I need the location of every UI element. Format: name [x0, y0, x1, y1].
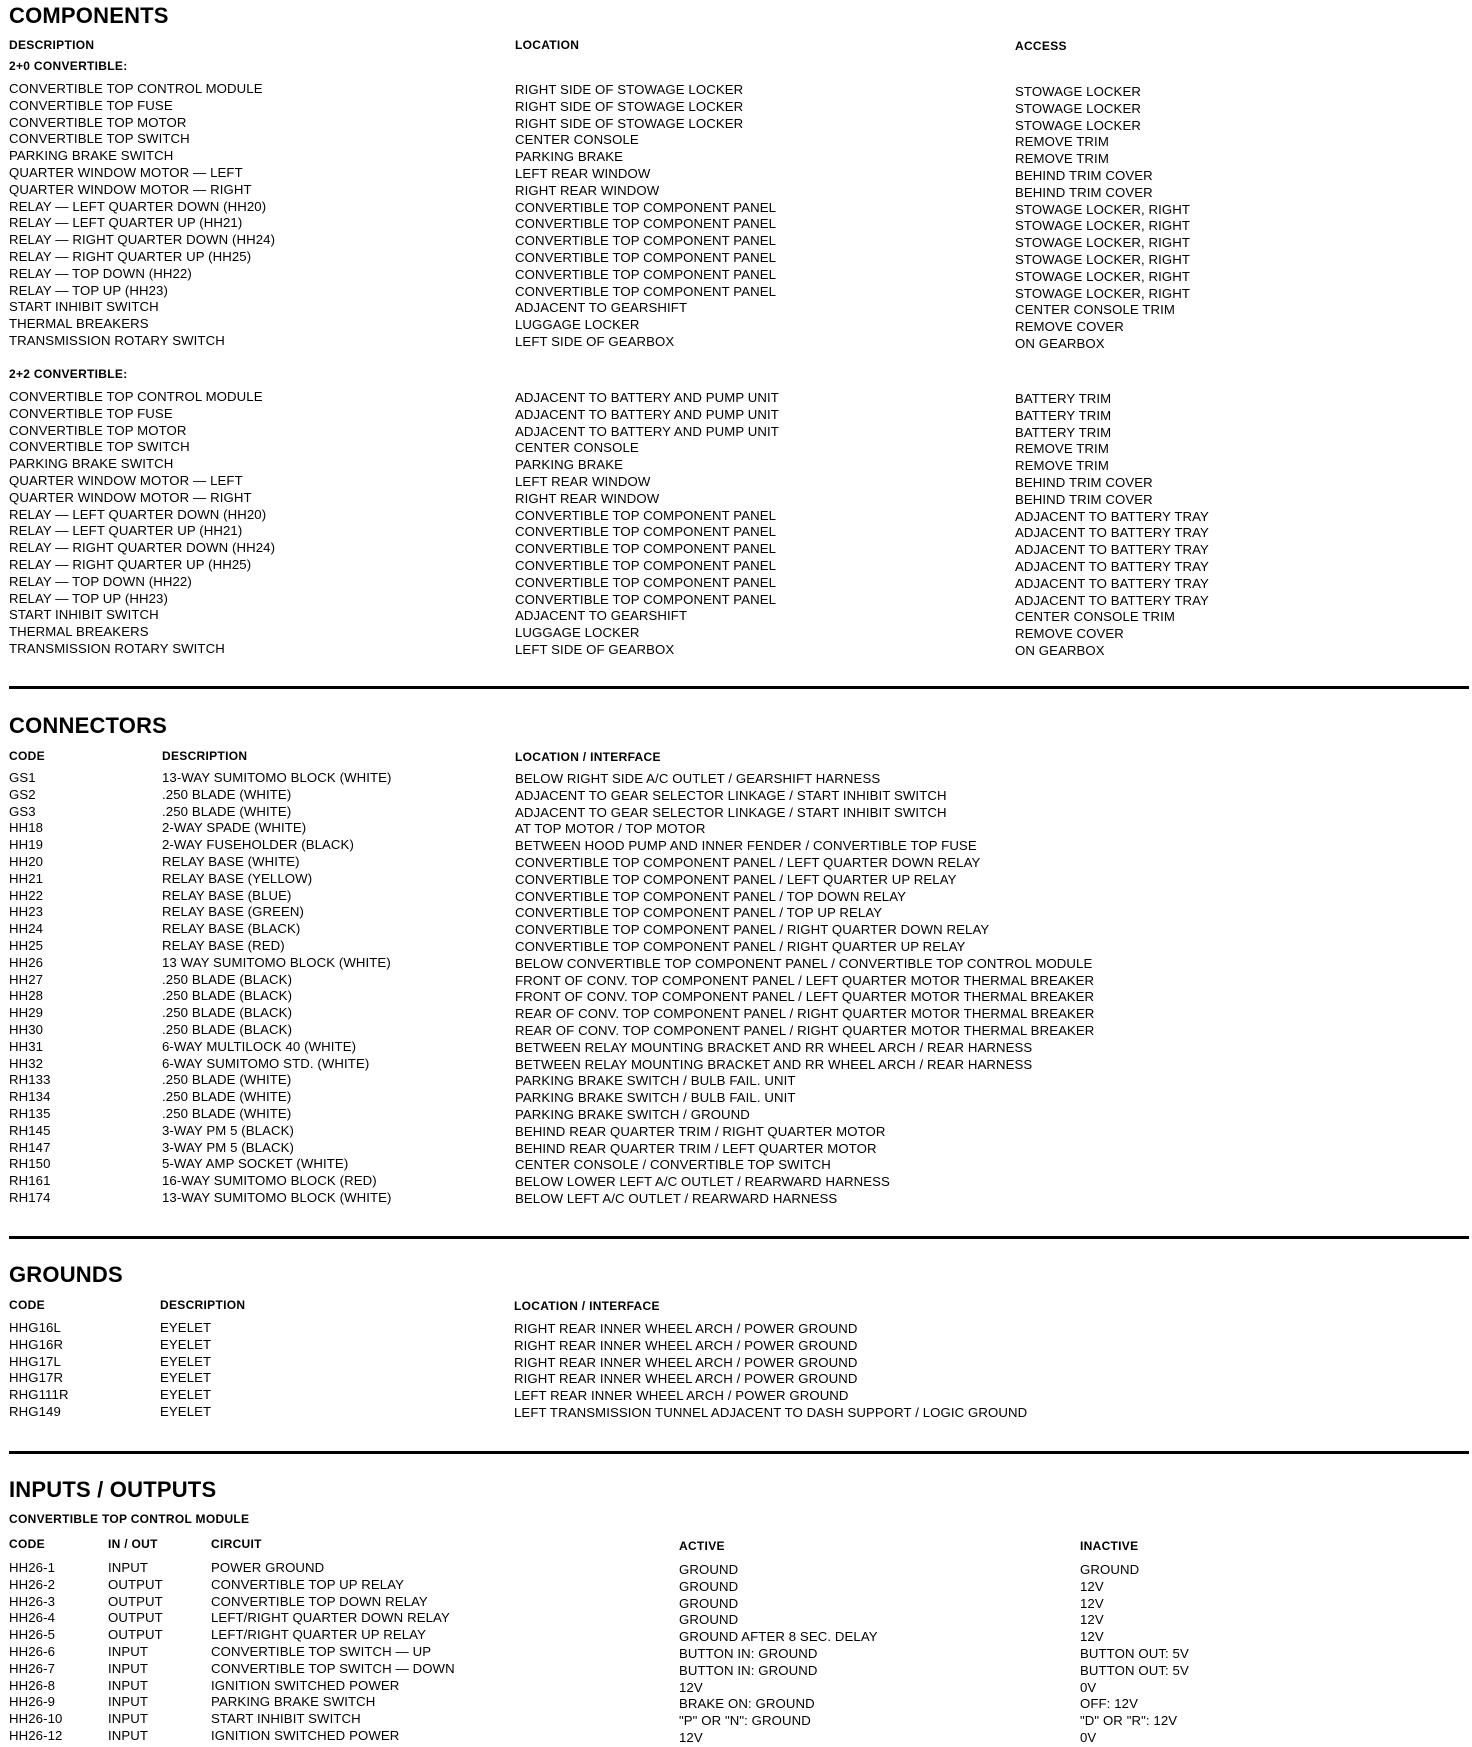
table-cell: LEFT REAR WINDOW [515, 165, 651, 181]
table-cell: STOWAGE LOCKER, RIGHT [1015, 251, 1191, 267]
table-cell: STOWAGE LOCKER [1015, 100, 1141, 116]
table-cell: START INHIBIT SWITCH [9, 607, 159, 623]
io-inactive-col [1080, 1562, 1189, 1747]
table-cell: STOWAGE LOCKER, RIGHT [1015, 268, 1191, 284]
table-cell: REAR OF CONV. TOP COMPONENT PANEL / RIGHT QUARTER MOTOR THERMAL BREAKER [515, 1006, 1095, 1022]
table-cell: THERMAL BREAKERS [9, 624, 149, 640]
table-cell: REMOVE COVER [1015, 626, 1124, 642]
table-cell: LEFT SIDE OF GEARBOX [515, 641, 675, 657]
table-cell: ON GEARBOX [1015, 642, 1105, 658]
components-title: COMPONENTS [9, 3, 169, 28]
table-cell: HHG16R [9, 1336, 64, 1352]
table-cell: RH174 [9, 1189, 51, 1205]
table-cell: GROUND [679, 1612, 739, 1628]
table-cell: PARKING BRAKE SWITCH / BULB FAIL. UNIT [515, 1090, 796, 1106]
table-cell: 2-WAY SPADE (WHITE) [162, 820, 307, 836]
table-cell: RIGHT REAR INNER WHEEL ARCH / POWER GROUND [514, 1354, 858, 1370]
components-2plus2-description-col [9, 389, 275, 658]
connectors-header-description: DESCRIPTION [162, 749, 248, 763]
io-title: INPUTS / OUTPUTS [9, 1477, 217, 1502]
table-cell: RH133 [9, 1072, 51, 1088]
components-header-location: LOCATION [515, 38, 580, 52]
table-cell: GS2 [9, 786, 36, 802]
table-cell: CONVERTIBLE TOP COMPONENT PANEL [515, 233, 777, 249]
table-cell: HH29 [9, 1005, 44, 1021]
table-cell: REMOVE TRIM [1015, 458, 1109, 474]
table-cell: EYELET [160, 1336, 212, 1352]
table-cell: 12V [679, 1729, 703, 1745]
table-cell: RIGHT SIDE OF STOWAGE LOCKER [515, 82, 744, 97]
grounds-title: GROUNDS [9, 1262, 123, 1287]
table-cell: 2-WAY FUSEHOLDER (BLACK) [162, 837, 354, 853]
table-cell: TRANSMISSION ROTARY SWITCH [9, 332, 225, 348]
table-cell: 6-WAY MULTILOCK 40 (WHITE) [162, 1038, 357, 1054]
table-cell: CONVERTIBLE TOP COMPONENT PANEL [515, 524, 777, 540]
table-cell: HH18 [9, 820, 44, 836]
table-cell: CONVERTIBLE TOP FUSE [9, 405, 173, 421]
table-cell: ADJACENT TO GEARSHIFT [515, 608, 688, 624]
table-cell: OUTPUT [108, 1610, 163, 1626]
table-cell: .250 BLADE (WHITE) [162, 1089, 292, 1105]
table-cell: CONVERTIBLE TOP COMPONENT PANEL [515, 557, 777, 573]
group-label-2plus2: 2+2 CONVERTIBLE: [9, 367, 128, 381]
table-cell: EYELET [160, 1370, 212, 1386]
components-2plus2-location-col [515, 390, 779, 659]
grounds-header-description: DESCRIPTION [160, 1298, 246, 1312]
table-cell: RIGHT REAR INNER WHEEL ARCH / POWER GROUND [514, 1337, 858, 1353]
table-cell: POWER GROUND [211, 1560, 325, 1575]
table-cell: BETWEEN RELAY MOUNTING BRACKET AND RR WHEEL ARCH / REAR HARNESS [515, 1056, 1033, 1072]
table-cell: HH26 [9, 954, 44, 970]
table-cell: BELOW LEFT A/C OUTLET / REARWARD HARNESS [515, 1190, 838, 1206]
table-cell: CONVERTIBLE TOP COMPONENT PANEL [515, 507, 777, 523]
components-header-description: DESCRIPTION [9, 38, 95, 52]
table-cell: STOWAGE LOCKER, RIGHT [1015, 285, 1191, 301]
io-code-col [9, 1560, 62, 1745]
table-cell: REMOVE TRIM [1015, 151, 1109, 167]
table-cell: HHG17L [9, 1353, 61, 1369]
table-cell: CONVERTIBLE TOP COMPONENT PANEL / TOP DOWN RELAY [515, 888, 906, 904]
table-cell: ADJACENT TO BATTERY TRAY [1015, 592, 1209, 608]
table-cell: LEFT REAR INNER WHEEL ARCH / POWER GROUND [514, 1388, 849, 1404]
table-cell: INPUT [108, 1560, 149, 1575]
table-cell: START INHIBIT SWITCH [9, 299, 159, 315]
table-cell: BUTTON OUT: 5V [1080, 1645, 1189, 1661]
table-cell: 12V [1080, 1578, 1104, 1594]
io-circuit-col [211, 1560, 455, 1745]
table-cell: QUARTER WINDOW MOTOR — LEFT [9, 164, 243, 180]
table-cell: CONVERTIBLE TOP CONTROL MODULE [9, 389, 263, 404]
table-cell: BATTERY TRIM [1015, 424, 1112, 440]
table-cell: RELAY — LEFT QUARTER DOWN (HH20) [9, 198, 267, 214]
table-cell: 12V [1080, 1629, 1104, 1645]
table-cell: GROUND [679, 1595, 739, 1611]
table-cell: CENTER CONSOLE [515, 440, 639, 456]
table-cell: 5-WAY AMP SOCKET (WHITE) [162, 1156, 349, 1172]
table-cell: QUARTER WINDOW MOTOR — RIGHT [9, 489, 252, 505]
table-cell: GROUND [679, 1578, 739, 1594]
table-cell: RIGHT REAR WINDOW [515, 182, 660, 198]
table-cell: .250 BLADE (WHITE) [162, 786, 292, 802]
table-cell: HH26-7 [9, 1660, 56, 1676]
table-cell: RELAY BASE (BLUE) [162, 887, 292, 903]
table-cell: CONVERTIBLE TOP SWITCH — DOWN [211, 1660, 455, 1676]
io-header-circuit: CIRCUIT [211, 1537, 262, 1551]
table-cell: ADJACENT TO GEAR SELECTOR LINKAGE / START INHIBIT SWITCH [515, 787, 947, 803]
connectors-location-col [515, 771, 1094, 1208]
table-cell: RH145 [9, 1122, 51, 1138]
table-cell: GS3 [9, 803, 36, 819]
table-cell: PARKING BRAKE SWITCH [9, 456, 174, 472]
table-cell: STOWAGE LOCKER [1015, 117, 1141, 133]
table-cell: .250 BLADE (BLACK) [162, 1005, 293, 1021]
table-cell: LEFT/RIGHT QUARTER DOWN RELAY [211, 1610, 450, 1626]
table-cell: HH32 [9, 1055, 44, 1071]
table-cell: BETWEEN RELAY MOUNTING BRACKET AND RR WHEEL ARCH / REAR HARNESS [515, 1039, 1033, 1055]
table-cell: CONVERTIBLE TOP COMPONENT PANEL [515, 541, 777, 557]
table-cell: GROUND [679, 1562, 739, 1577]
table-cell: CONVERTIBLE TOP COMPONENT PANEL [515, 199, 777, 215]
section-divider [9, 1451, 1469, 1454]
table-cell: INPUT [108, 1677, 149, 1693]
table-cell: CONVERTIBLE TOP FUSE [9, 97, 173, 113]
section-divider [9, 686, 1469, 689]
table-cell: "D" OR "R": 12V [1080, 1713, 1178, 1729]
table-cell: HH26-9 [9, 1694, 56, 1710]
connectors-title: CONNECTORS [9, 713, 168, 738]
io-subtitle: CONVERTIBLE TOP CONTROL MODULE [9, 1512, 250, 1526]
table-cell: GROUND AFTER 8 SEC. DELAY [679, 1629, 878, 1645]
table-cell: LEFT/RIGHT QUARTER UP RELAY [211, 1627, 426, 1643]
table-cell: ADJACENT TO GEARSHIFT [515, 300, 688, 316]
table-cell: HH26-12 [9, 1727, 63, 1743]
table-cell: THERMAL BREAKERS [9, 316, 149, 332]
table-cell: CONVERTIBLE TOP CONTROL MODULE [9, 81, 263, 96]
table-cell: RIGHT REAR WINDOW [515, 490, 660, 506]
table-cell: HH26-1 [9, 1560, 56, 1575]
table-cell: PARKING BRAKE [515, 149, 624, 165]
table-cell: CONVERTIBLE TOP COMPONENT PANEL [515, 216, 777, 232]
table-cell: RHG149 [9, 1403, 61, 1419]
table-cell: RH150 [9, 1156, 51, 1172]
table-cell: BATTERY TRIM [1015, 407, 1112, 423]
table-cell: LUGGAGE LOCKER [515, 317, 640, 333]
grounds-header-code: CODE [9, 1298, 45, 1312]
table-cell: RELAY BASE (YELLOW) [162, 870, 313, 886]
table-cell: RIGHT SIDE OF STOWAGE LOCKER [515, 98, 744, 114]
table-cell: INPUT [108, 1727, 149, 1743]
table-cell: EYELET [160, 1320, 212, 1335]
table-cell: RELAY — LEFT QUARTER DOWN (HH20) [9, 506, 267, 522]
table-cell: BELOW LOWER LEFT A/C OUTLET / REARWARD HARNESS [515, 1174, 890, 1190]
table-cell: OUTPUT [108, 1593, 163, 1609]
table-cell: 16-WAY SUMITOMO BLOCK (RED) [162, 1173, 377, 1189]
table-cell: PARKING BRAKE SWITCH / GROUND [515, 1106, 750, 1122]
table-cell: BEHIND TRIM COVER [1015, 184, 1153, 200]
group-label-2plus0: 2+0 CONVERTIBLE: [9, 59, 128, 73]
table-cell: HHG17R [9, 1370, 64, 1386]
table-cell: PARKING BRAKE [515, 457, 624, 473]
table-cell: CONVERTIBLE TOP MOTOR [9, 114, 187, 130]
table-cell: 3-WAY PM 5 (BLACK) [162, 1122, 294, 1138]
table-cell: CENTER CONSOLE [515, 132, 639, 148]
table-cell: 12V [679, 1679, 703, 1695]
table-cell: PARKING BRAKE SWITCH [211, 1694, 376, 1710]
table-cell: BEHIND REAR QUARTER TRIM / RIGHT QUARTER MOTOR [515, 1123, 886, 1139]
table-cell: ADJACENT TO BATTERY TRAY [1015, 508, 1209, 524]
table-cell: CONVERTIBLE TOP COMPONENT PANEL [515, 591, 777, 607]
table-cell: RIGHT REAR INNER WHEEL ARCH / POWER GROUND [514, 1321, 858, 1336]
table-cell: RELAY — RIGHT QUARTER UP (HH25) [9, 248, 252, 264]
table-cell: CONVERTIBLE TOP SWITCH [9, 439, 190, 455]
io-header-code: CODE [9, 1537, 45, 1551]
table-cell: GS1 [9, 770, 36, 785]
components-2plus2-access-col [1015, 391, 1209, 660]
connectors-header-location: LOCATION / INTERFACE [515, 750, 661, 764]
table-cell: CONVERTIBLE TOP SWITCH — UP [211, 1643, 432, 1659]
table-cell: FRONT OF CONV. TOP COMPONENT PANEL / LEFT QUARTER MOTOR THERMAL BREAKER [515, 989, 1095, 1005]
table-cell: CONVERTIBLE TOP COMPONENT PANEL / RIGHT QUARTER DOWN RELAY [515, 922, 990, 938]
table-cell: CONVERTIBLE TOP COMPONENT PANEL / TOP UP RELAY [515, 905, 883, 921]
table-cell: LEFT SIDE OF GEARBOX [515, 333, 675, 349]
table-cell: BATTERY TRIM [1015, 391, 1112, 406]
grounds-description-col [160, 1320, 211, 1421]
table-cell: START INHIBIT SWITCH [211, 1711, 361, 1727]
table-cell: REMOVE TRIM [1015, 134, 1109, 150]
table-cell: HH31 [9, 1038, 44, 1054]
table-cell: RELAY — LEFT QUARTER UP (HH21) [9, 215, 243, 231]
table-cell: RELAY — RIGHT QUARTER UP (HH25) [9, 556, 252, 572]
table-cell: HH27 [9, 971, 44, 987]
components-2plus0-location-col [515, 82, 776, 351]
table-cell: 3-WAY PM 5 (BLACK) [162, 1139, 294, 1155]
table-cell: LEFT REAR WINDOW [515, 473, 651, 489]
table-cell: 6-WAY SUMITOMO STD. (WHITE) [162, 1055, 370, 1071]
table-cell: CONVERTIBLE TOP MOTOR [9, 422, 187, 438]
table-cell: HH23 [9, 904, 44, 920]
table-cell: "P" OR "N": GROUND [679, 1713, 811, 1729]
table-cell: 12V [1080, 1595, 1104, 1611]
table-cell: .250 BLADE (BLACK) [162, 988, 293, 1004]
table-cell: EYELET [160, 1387, 212, 1403]
table-cell: OFF: 12V [1080, 1696, 1138, 1712]
table-cell: IGNITION SWITCHED POWER [211, 1727, 400, 1743]
table-cell: HH26-4 [9, 1610, 56, 1626]
table-cell: RELAY — TOP UP (HH23) [9, 590, 168, 606]
table-cell: CONVERTIBLE TOP COMPONENT PANEL [515, 574, 777, 590]
table-cell: ADJACENT TO BATTERY AND PUMP UNIT [515, 423, 779, 439]
table-cell: STOWAGE LOCKER, RIGHT [1015, 235, 1191, 251]
table-cell: RELAY BASE (BLACK) [162, 921, 301, 937]
table-cell: HH28 [9, 988, 44, 1004]
table-cell: EYELET [160, 1403, 212, 1419]
table-cell: RELAY BASE (RED) [162, 937, 285, 953]
table-cell: CENTER CONSOLE TRIM [1015, 302, 1175, 318]
table-cell: RIGHT SIDE OF STOWAGE LOCKER [515, 115, 744, 131]
table-cell: CONVERTIBLE TOP COMPONENT PANEL [515, 249, 777, 265]
table-cell: RHG111R [9, 1387, 69, 1403]
table-cell: QUARTER WINDOW MOTOR — RIGHT [9, 181, 252, 197]
table-cell: HH25 [9, 937, 44, 953]
table-cell: BEHIND TRIM COVER [1015, 474, 1153, 490]
grounds-location-col [514, 1321, 1027, 1422]
io-header-in-out: IN / OUT [108, 1537, 158, 1551]
table-cell: ON GEARBOX [1015, 335, 1105, 351]
table-cell: .250 BLADE (BLACK) [162, 1021, 293, 1037]
table-cell: RH147 [9, 1139, 51, 1155]
table-cell: CONVERTIBLE TOP COMPONENT PANEL / LEFT QUARTER DOWN RELAY [515, 854, 981, 870]
table-cell: EYELET [160, 1353, 212, 1369]
table-cell: INPUT [108, 1711, 149, 1727]
table-cell: IGNITION SWITCHED POWER [211, 1677, 400, 1693]
table-cell: CONVERTIBLE TOP COMPONENT PANEL [515, 266, 777, 282]
table-cell: BEHIND REAR QUARTER TRIM / LEFT QUARTER MOTOR [515, 1140, 877, 1156]
components-header-access: ACCESS [1015, 39, 1067, 53]
table-cell: LUGGAGE LOCKER [515, 625, 640, 641]
table-cell: RELAY BASE (WHITE) [162, 853, 300, 869]
table-cell: HH26-3 [9, 1593, 56, 1609]
grounds-code-col [9, 1320, 69, 1421]
table-cell: .250 BLADE (BLACK) [162, 971, 293, 987]
table-cell: HH19 [9, 837, 44, 853]
table-cell: BUTTON IN: GROUND [679, 1662, 818, 1678]
table-cell: RH134 [9, 1089, 51, 1105]
table-cell: RELAY BASE (GREEN) [162, 904, 305, 920]
table-cell: HH24 [9, 921, 44, 937]
table-cell: 0V [1080, 1679, 1097, 1695]
table-cell: BUTTON IN: GROUND [679, 1645, 818, 1661]
io-header-inactive: INACTIVE [1080, 1539, 1139, 1553]
io-header-active: ACTIVE [679, 1539, 725, 1553]
table-cell: QUARTER WINDOW MOTOR — LEFT [9, 472, 243, 488]
table-cell: ADJACENT TO BATTERY TRAY [1015, 542, 1209, 558]
table-cell: BRAKE ON: GROUND [679, 1696, 815, 1712]
table-cell: BETWEEN HOOD PUMP AND INNER FENDER / CONVERTIBLE TOP FUSE [515, 838, 977, 854]
table-cell: RELAY — RIGHT QUARTER DOWN (HH24) [9, 540, 276, 556]
table-cell: ADJACENT TO BATTERY TRAY [1015, 525, 1209, 541]
table-cell: FRONT OF CONV. TOP COMPONENT PANEL / LEFT QUARTER MOTOR THERMAL BREAKER [515, 972, 1095, 988]
table-cell: .250 BLADE (WHITE) [162, 803, 292, 819]
section-divider [9, 1236, 1469, 1239]
table-cell: HH30 [9, 1021, 44, 1037]
io-in-out-col [108, 1560, 163, 1745]
table-cell: 0V [1080, 1729, 1097, 1745]
table-cell: BELOW CONVERTIBLE TOP COMPONENT PANEL / CONVERTIBLE TOP CONTROL MODULE [515, 955, 1093, 971]
table-cell: RH135 [9, 1105, 51, 1121]
table-cell: .250 BLADE (WHITE) [162, 1072, 292, 1088]
table-cell: HH26-8 [9, 1677, 56, 1693]
table-cell: 13 WAY SUMITOMO BLOCK (WHITE) [162, 954, 391, 970]
table-cell: GROUND [1080, 1562, 1140, 1577]
table-cell: ADJACENT TO BATTERY TRAY [1015, 575, 1209, 591]
table-cell: RELAY — LEFT QUARTER UP (HH21) [9, 523, 243, 539]
table-cell: CONVERTIBLE TOP COMPONENT PANEL / LEFT QUARTER UP RELAY [515, 871, 957, 887]
table-cell: 13-WAY SUMITOMO BLOCK (WHITE) [162, 1189, 392, 1205]
io-active-col [679, 1562, 878, 1747]
table-cell: INPUT [108, 1660, 149, 1676]
table-cell: CENTER CONSOLE TRIM [1015, 609, 1175, 625]
table-cell: OUTPUT [108, 1627, 163, 1643]
table-cell: BELOW RIGHT SIDE A/C OUTLET / GEARSHIFT HARNESS [515, 771, 881, 786]
table-cell: ADJACENT TO BATTERY AND PUMP UNIT [515, 390, 779, 405]
table-cell: .250 BLADE (WHITE) [162, 1105, 292, 1121]
connectors-header-code: CODE [9, 749, 45, 763]
table-cell: PARKING BRAKE SWITCH [9, 148, 174, 164]
table-cell: RELAY — TOP DOWN (HH22) [9, 573, 192, 589]
table-cell: 13-WAY SUMITOMO BLOCK (WHITE) [162, 770, 392, 785]
table-cell: RELAY — TOP DOWN (HH22) [9, 265, 192, 281]
table-cell: REMOVE TRIM [1015, 441, 1109, 457]
table-cell: HH26-6 [9, 1643, 56, 1659]
table-cell: 12V [1080, 1612, 1104, 1628]
table-cell: RELAY — TOP UP (HH23) [9, 282, 168, 298]
table-cell: BUTTON OUT: 5V [1080, 1662, 1189, 1678]
table-cell: HH20 [9, 853, 44, 869]
table-cell: BEHIND TRIM COVER [1015, 167, 1153, 183]
table-cell: STOWAGE LOCKER, RIGHT [1015, 218, 1191, 234]
table-cell: REAR OF CONV. TOP COMPONENT PANEL / RIGHT QUARTER MOTOR THERMAL BREAKER [515, 1022, 1095, 1038]
table-cell: HH22 [9, 887, 44, 903]
connectors-code-col [9, 770, 51, 1207]
table-cell: CONVERTIBLE TOP COMPONENT PANEL [515, 283, 777, 299]
table-cell: TRANSMISSION ROTARY SWITCH [9, 640, 225, 656]
table-cell: ADJACENT TO GEAR SELECTOR LINKAGE / START INHIBIT SWITCH [515, 804, 947, 820]
table-cell: OUTPUT [108, 1576, 163, 1592]
table-cell: HH21 [9, 870, 44, 886]
table-cell: STOWAGE LOCKER [1015, 84, 1141, 99]
table-cell: REMOVE COVER [1015, 319, 1124, 335]
grounds-header-location: LOCATION / INTERFACE [514, 1299, 660, 1313]
table-cell: INPUT [108, 1694, 149, 1710]
table-cell: AT TOP MOTOR / TOP MOTOR [515, 821, 706, 837]
table-cell: RH161 [9, 1173, 51, 1189]
table-cell: RIGHT REAR INNER WHEEL ARCH / POWER GROUND [514, 1371, 858, 1387]
table-cell: CENTER CONSOLE / CONVERTIBLE TOP SWITCH [515, 1157, 831, 1173]
components-2plus0-access-col [1015, 84, 1190, 353]
table-cell: HH26-10 [9, 1711, 63, 1727]
table-cell: PARKING BRAKE SWITCH / BULB FAIL. UNIT [515, 1073, 796, 1089]
table-cell: HH26-2 [9, 1576, 56, 1592]
table-cell: HH26-5 [9, 1627, 56, 1643]
table-cell: ADJACENT TO BATTERY AND PUMP UNIT [515, 406, 779, 422]
connectors-description-col [162, 770, 392, 1207]
table-cell: ADJACENT TO BATTERY TRAY [1015, 558, 1209, 574]
table-cell: CONVERTIBLE TOP DOWN RELAY [211, 1593, 428, 1609]
table-cell: CONVERTIBLE TOP COMPONENT PANEL / RIGHT QUARTER UP RELAY [515, 938, 966, 954]
table-cell: BEHIND TRIM COVER [1015, 491, 1153, 507]
table-cell: CONVERTIBLE TOP UP RELAY [211, 1576, 404, 1592]
table-cell: INPUT [108, 1643, 149, 1659]
table-cell: LEFT TRANSMISSION TUNNEL ADJACENT TO DASH SUPPORT / LOGIC GROUND [514, 1404, 1028, 1420]
table-cell: CONVERTIBLE TOP SWITCH [9, 131, 190, 147]
components-2plus0-description-col [9, 81, 275, 350]
table-cell: STOWAGE LOCKER, RIGHT [1015, 201, 1191, 217]
table-cell: HHG16L [9, 1320, 61, 1335]
table-cell: RELAY — RIGHT QUARTER DOWN (HH24) [9, 232, 276, 248]
